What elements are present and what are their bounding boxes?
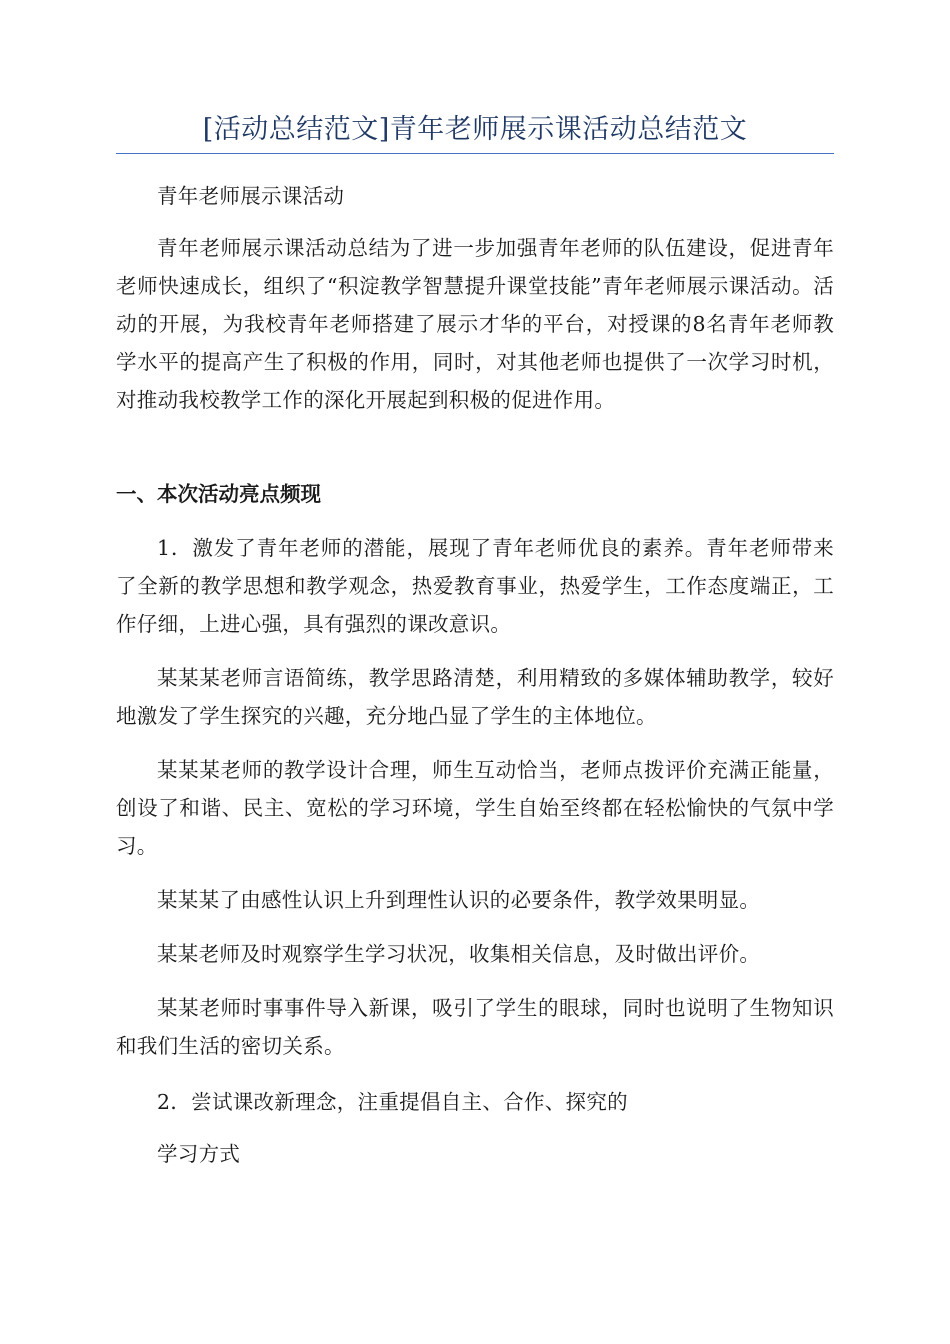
intro-paragraph: 青年老师展示课活动总结为了进一步加强青年老师的队伍建设，促进青年老师快速成长，组织了“积淀教学智慧提升课堂技能”青年老师展示课活动。活动的开展，为我校青年老师搭建了展示才华的平台，对授课的8名青年老师教学水平的提高产生了积极的作用，同时，对其他老师也提供了一次学习时机，对推动我校教学工作的深化开展起到积极的促进作用。 [116,236,834,412]
point-2-continuation: 学习方式 [157,1142,241,1166]
teacher-paragraph-e: 某某老师时事事件导入新课，吸引了学生的眼球，同时也说明了生物知识和我们生活的密切关系。 [116,996,834,1058]
section-heading: 一、本次活动亮点频现 [116,482,321,506]
teacher-paragraph-a: 某某某老师言语简练，教学思路清楚，利用精致的多媒体辅助教学，较好地激发了学生探究的兴趣，充分地凸显了学生的主体地位。 [116,666,834,728]
teacher-paragraph-c: 某某某了由感性认识上升到理性认识的必要条件，教学效果明显。 [157,888,761,912]
point-2-paragraph: 2．尝试课改新理念，注重提倡自主、合作、探究的 [157,1090,628,1114]
point-1-paragraph: 1．激发了青年老师的潜能，展现了青年老师优良的素养。青年老师带来了全新的教学思想和教学观念，热爱教育事业，热爱学生，工作态度端正，工作仔细，上进心强，具有强烈的课改意识。 [116,536,834,636]
title-underline [116,153,834,154]
subtitle-paragraph: 青年老师展示课活动 [157,184,345,208]
teacher-paragraph-d: 某某老师及时观察学生学习状况，收集相关信息，及时做出评价。 [157,942,761,966]
teacher-paragraph-b: 某某某老师的教学设计合理，师生互动恰当，老师点拨评价充满正能量，创设了和谐、民主、宽松的学习环境，学生自始至终都在轻松愉快的气氛中学习。 [116,758,834,858]
document-title: [活动总结范文]青年老师展示课活动总结范文 [202,114,748,145]
